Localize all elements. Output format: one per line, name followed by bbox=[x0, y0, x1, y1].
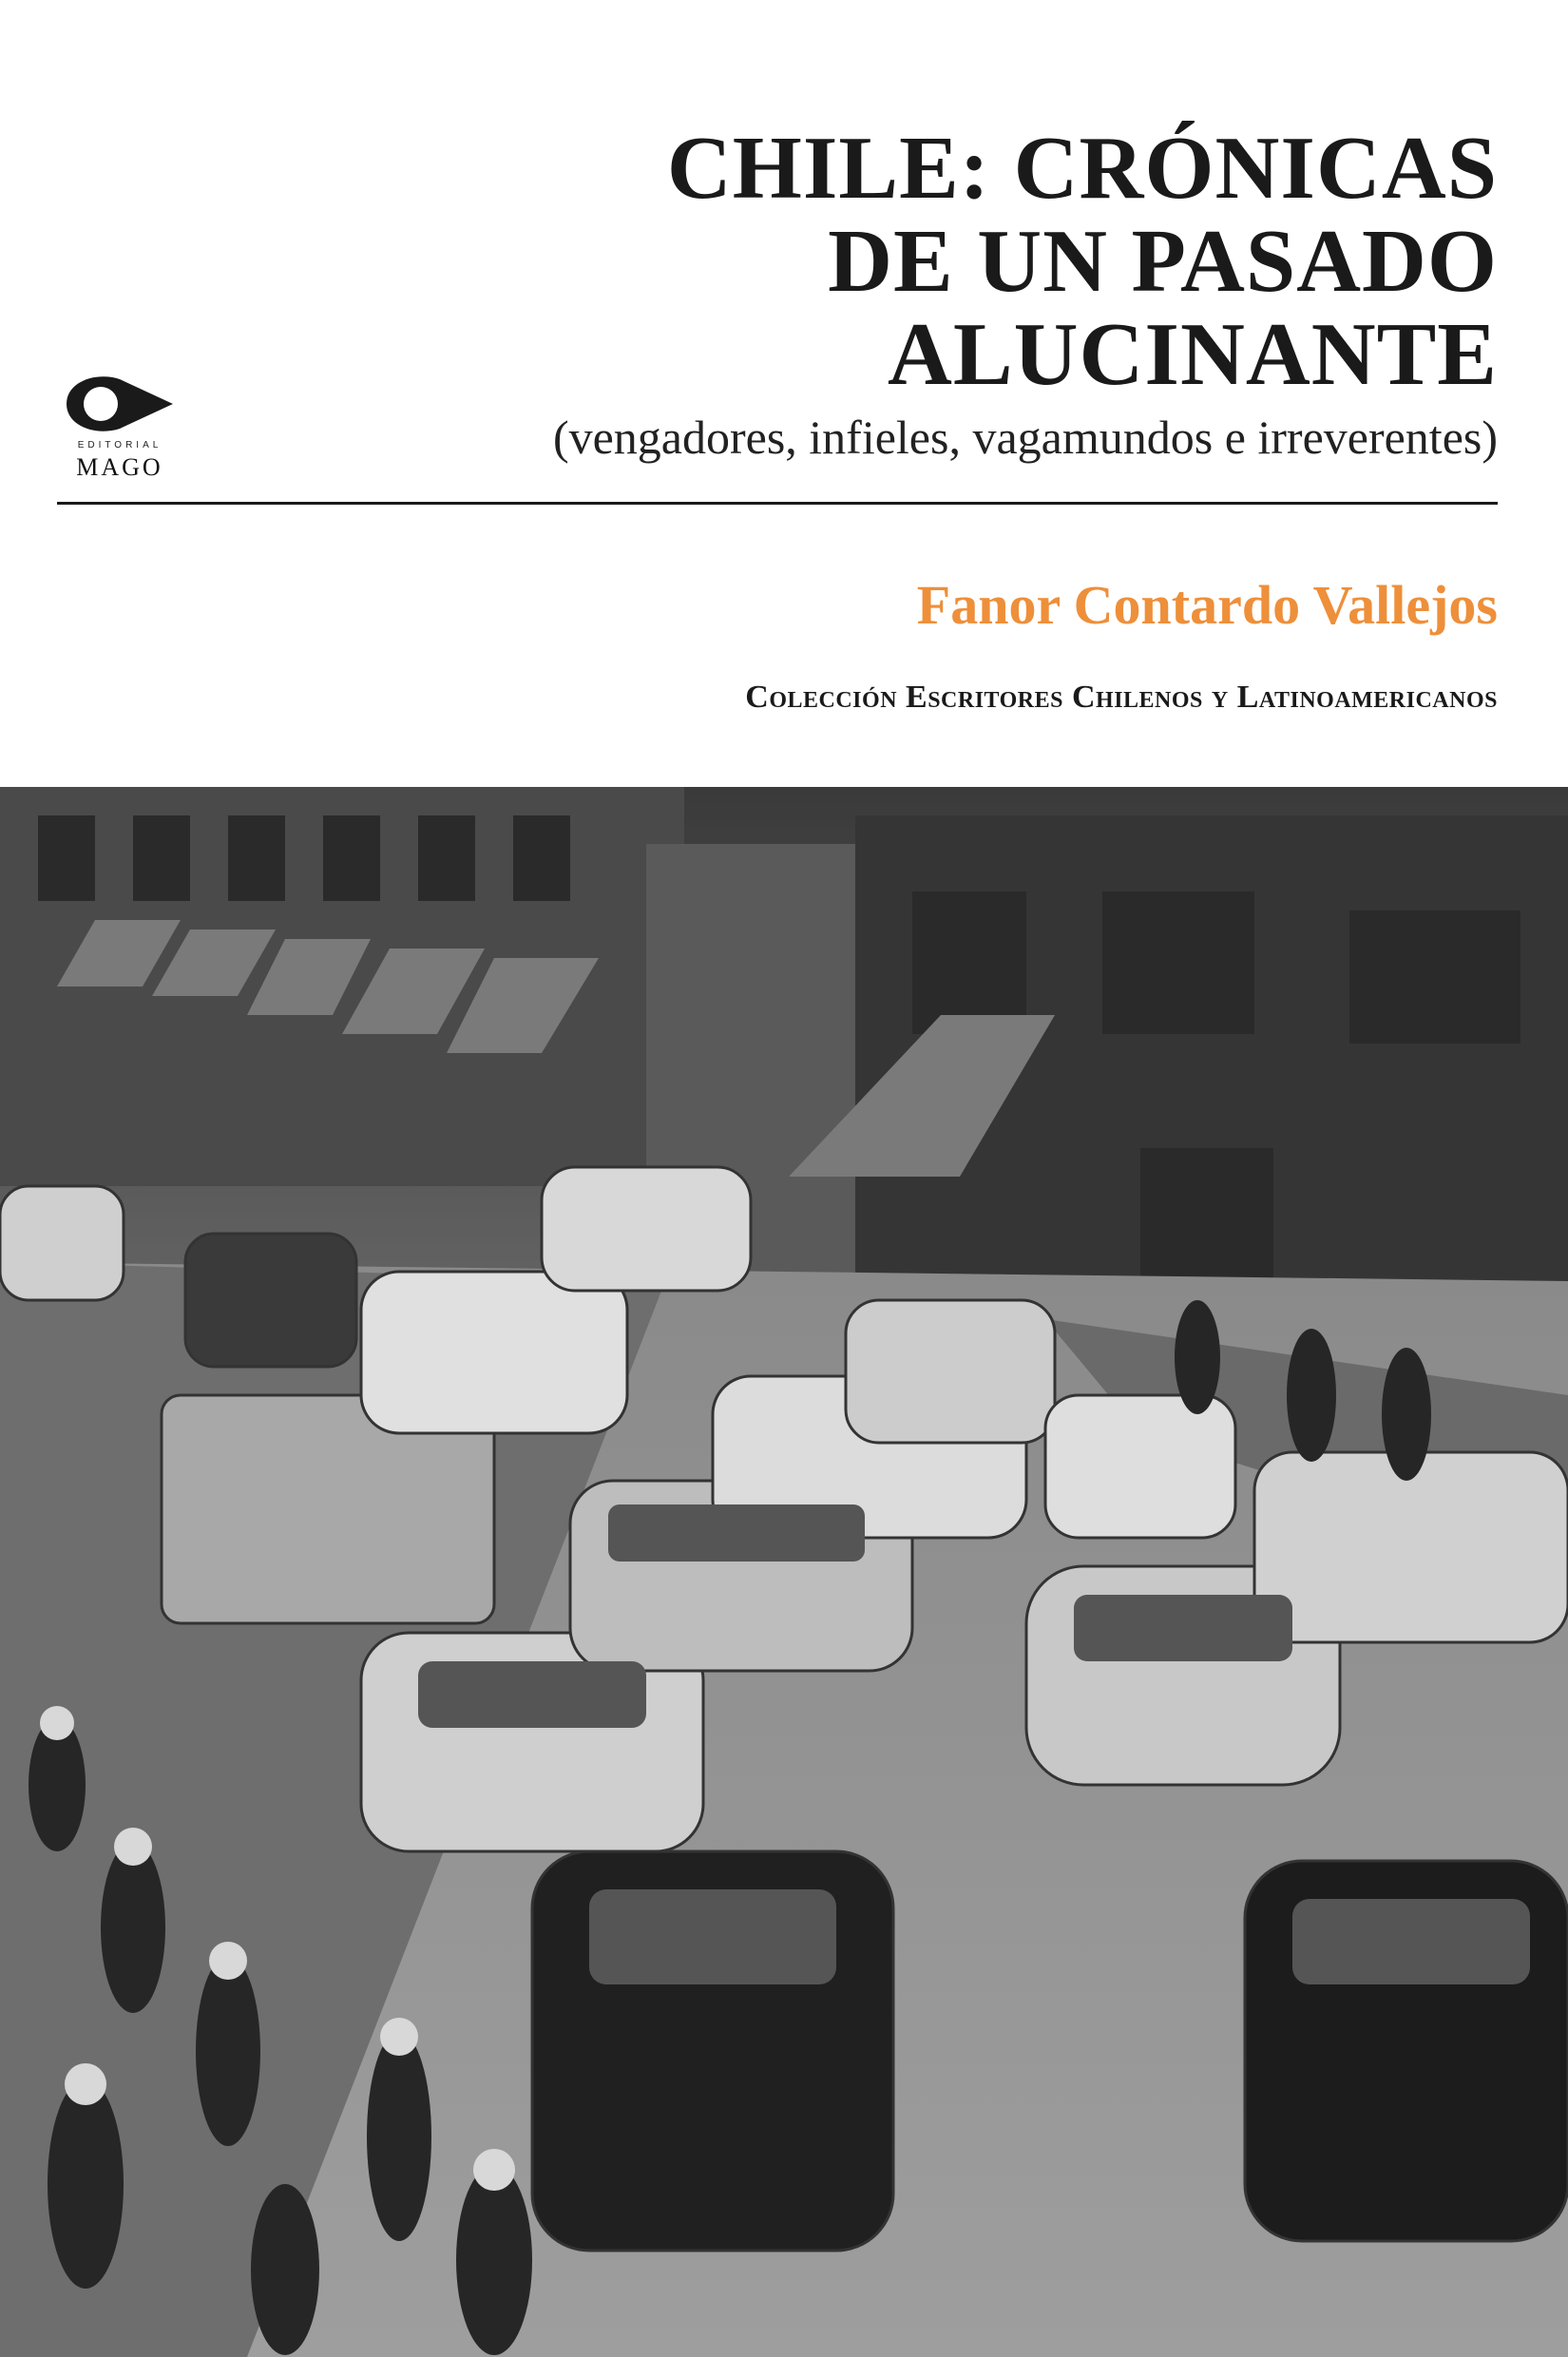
author-name: Fanor Contardo Vallejos bbox=[916, 574, 1498, 636]
street-photo-illustration bbox=[0, 787, 1568, 2357]
publisher-small-label: EDITORIAL bbox=[77, 440, 163, 450]
eye-logo-icon bbox=[59, 366, 181, 442]
publisher-name: MAGO bbox=[76, 453, 163, 481]
title-block bbox=[262, 119, 1498, 464]
title-line-3: ALUCINANTE bbox=[888, 305, 1498, 404]
cover-photo bbox=[0, 787, 1568, 2357]
divider-rule bbox=[57, 502, 1498, 505]
title-line-2: DE UN PASADO bbox=[828, 212, 1498, 311]
title-line-1: CHILE: CRÓNICAS bbox=[666, 119, 1498, 218]
collection-name: Colección Escritores Chilenos y Latinoamericanos bbox=[745, 680, 1498, 715]
subtitle: (vengadores, infieles, vagamundos e irreverentes) bbox=[552, 411, 1498, 464]
publisher-logo bbox=[59, 366, 192, 480]
